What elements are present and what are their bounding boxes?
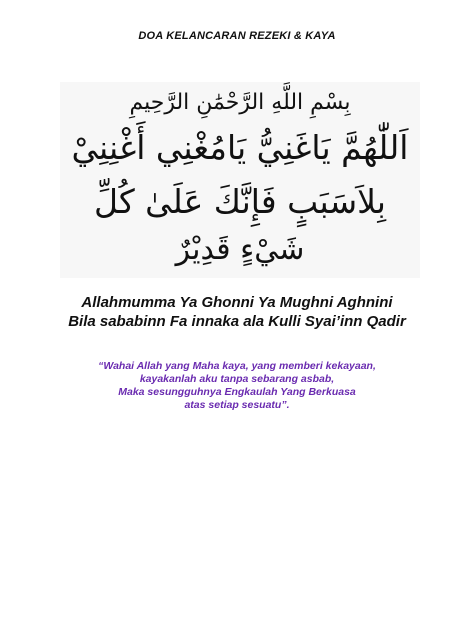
meaning-line-4: atas setiap sesuatu”. [184,399,290,411]
document-title: DOA KELANCARAN REZEKI & KAYA [138,30,336,42]
arabic-line-3: شَيْءٍ قَدِيْرٌ [175,232,305,267]
arabic-line-2: بِلاَسَبَبٍ فَإِنَّكَ عَلَىٰ كُلِّ [93,182,386,221]
transliteration-line-2: Bila sababinn Fa innaka ala Kulli Syai’inn Qadir [68,313,406,330]
meaning-line-1: “Wahai Allah yang Maha kaya, yang memberi kekayaan, [98,360,376,372]
arabic-prayer-panel [60,82,420,278]
meaning-line-2: kayakanlah aku tanpa sebarang asbab, [139,373,335,385]
transliteration-line-1: Allahmumma Ya Ghonni Ya Mughni Aghnini [81,294,393,311]
arabic-basmala: بِسْمِ اللَّهِ الرَّحْمَٰنِ الرَّحِيمِ [129,90,351,115]
meaning-line-3: Maka sesungguhnya Engkaulah Yang Berkuasa [118,386,356,398]
arabic-line-1: اَللّٰهُمَّ يَاغَنِيُّ يَامُغْنِي أَغْنِنِيْ [71,128,409,167]
